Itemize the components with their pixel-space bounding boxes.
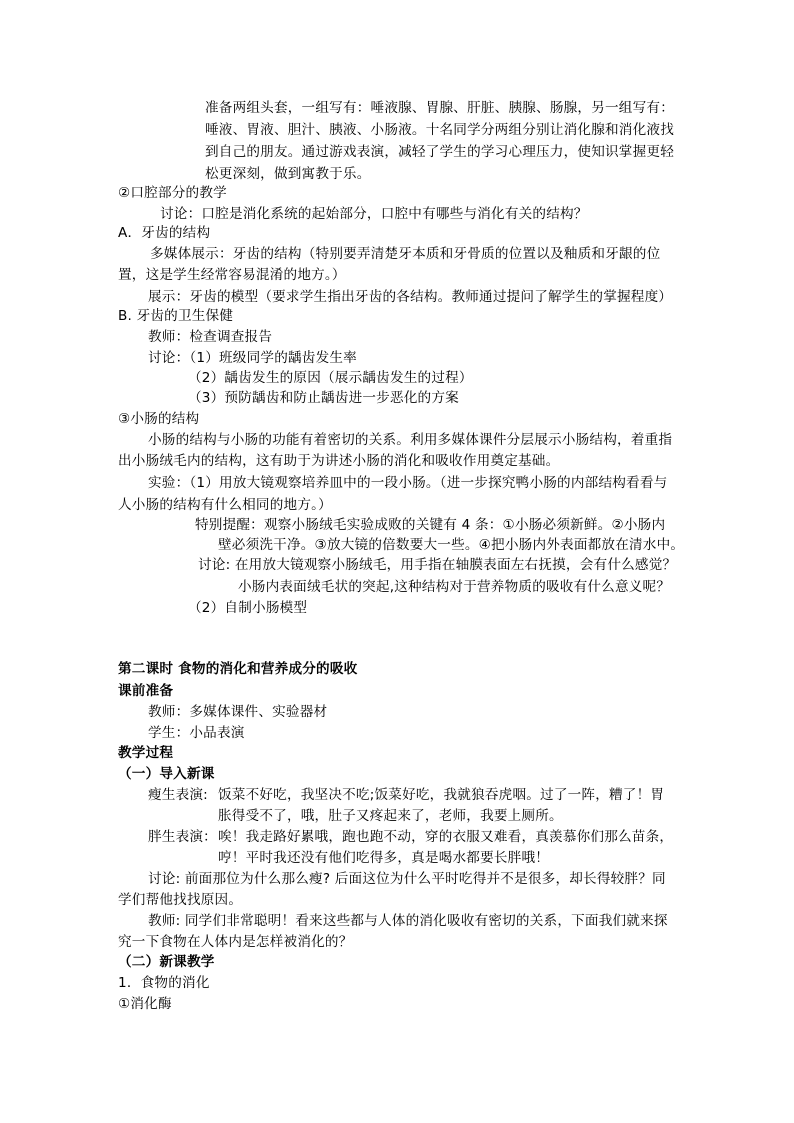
oral-heading: ②口腔部分的教学	[118, 185, 227, 201]
reminder-line-1: 特别提醒：观察小肠绒毛实验成败的关键有 4 条：①小肠必须新鲜。②小肠内	[195, 517, 666, 533]
teacher-remark-2: 究一下食物在人体内是怎样被消化的？	[118, 934, 353, 950]
reminder-line-2: 壁必须洗干净。③放大镜的倍数要大一些。④把小肠内外表面都放在清水中。	[218, 537, 685, 553]
teeth-media-line-2: 置，这是学生经常容易混淆的地方。）	[118, 267, 346, 283]
model-item: （2）自制小肠模型	[188, 600, 308, 616]
hygiene-discussion-3: （3）预防龋齿和防止龋齿进一步恶化的方案	[188, 390, 459, 406]
game-line-2: 唾液、胃液、胆汁、胰液、小肠液。十名同学分两组分别让消化腺和消化液找	[205, 122, 674, 138]
fat-line-1: 唉！我走路好累哦，跑也跑不动，穿的衣服又难看，真羡慕你们那么苗条，	[218, 829, 674, 845]
prep-teacher: 教师：多媒体课件、实验器材	[148, 704, 328, 720]
lesson-title: 第二课时 食物的消化和营养成分的吸收	[118, 661, 358, 677]
intestine-intro-1: 小肠的结构与小肠的功能有着密切的关系。利用多媒体课件分层展示小肠结构，着重指	[148, 432, 673, 448]
enzyme-heading: ①消化酶	[118, 996, 172, 1012]
experiment-discussion-2: 小肠内表面绒毛状的突起,这种结构对于营养物质的吸收有什么意义呢？	[238, 579, 671, 595]
intestine-intro-2: 出小肠绒毛内的结构，这有助于为讲述小肠的消化和吸收作用奠定基础。	[118, 453, 560, 469]
teeth-model: 展示：牙齿的模型（要求学生指出牙齿的各结构。教师通过提问了解学生的掌握程度）	[148, 289, 673, 305]
teacher-remark-1: 教师: 同学们非常聪明！看来这些都与人体的消化吸收有密切的关系，下面我们就来探	[148, 913, 668, 929]
thin-label: 瘦生表演:	[148, 787, 208, 803]
experiment-line-1: 实验：（1）用放大镜观察培养皿中的一段小肠。（进一步探究鸭小肠的内部结构看看与	[148, 475, 668, 491]
intro-discussion-2: 学们帮他找找原因。	[118, 892, 243, 908]
game-line-1: 准备两组头套，一组写有：唾液腺、胃腺、肝脏、胰腺、肠腺，另一组写有：	[205, 100, 674, 116]
teeth-heading: A．牙齿的结构	[118, 225, 211, 241]
experiment-line-2: 人小肠的结构有什么相同的地方。）	[118, 497, 332, 513]
hygiene-heading: B. 牙齿的卫生保健	[118, 308, 234, 324]
intestine-heading: ③小肠的结构	[118, 411, 200, 427]
hygiene-discussion-2: （2）龋齿发生的原因（展示龋齿发生的过程）	[188, 370, 473, 386]
prep-student: 学生：小品表演	[148, 725, 245, 741]
intro-discussion-1: 讨论: 前面那位为什么那么瘦? 后面这位为什么平时吃得并不是很多，却长得较胖？同	[148, 871, 666, 887]
oral-discussion: 讨论：口腔是消化系统的起始部分，口腔中有哪些与消化有关的结构？	[160, 206, 588, 222]
hygiene-discussion-1: 讨论：（1）班级同学的龋齿发生率	[148, 350, 357, 366]
thin-line-1: 饭菜不好吃，我坚决不吃;饭菜好吃，我就狼吞虎咽。过了一阵，糟了！胃	[218, 787, 665, 803]
experiment-discussion-1: 讨论: 在用放大镜观察小肠绒毛，用手指在轴膜表面左右抚摸，会有什么感觉？	[198, 557, 677, 573]
game-line-4: 松更深刻，做到寓教于乐。	[205, 166, 371, 182]
teeth-media-line-1: 多媒体展示：牙齿的结构（特别要弄清楚牙本质和牙骨质的位置以及釉质和牙龈的位	[150, 246, 661, 262]
fat-label: 胖生表演：	[148, 829, 217, 845]
thin-line-2: 胀得受不了，哦，肚子又疼起来了，老师，我要上厕所。	[218, 808, 563, 824]
fat-line-2: 哼！平时我还没有他们吃得多，真是喝水都要长胖哦！	[218, 850, 550, 866]
game-line-3: 到自己的朋友。通过游戏表演，减轻了学生的学习心理压力，使知识掌握更轻	[205, 144, 674, 160]
intro-heading: （一）导入新课	[118, 766, 215, 782]
process-heading: 教学过程	[118, 745, 174, 761]
hygiene-teacher: 教师：检查调查报告	[148, 329, 273, 345]
digestion-heading: 1．食物的消化	[118, 975, 210, 991]
prep-heading: 课前准备	[118, 683, 174, 699]
new-lesson-heading: （二）新课教学	[118, 954, 215, 970]
